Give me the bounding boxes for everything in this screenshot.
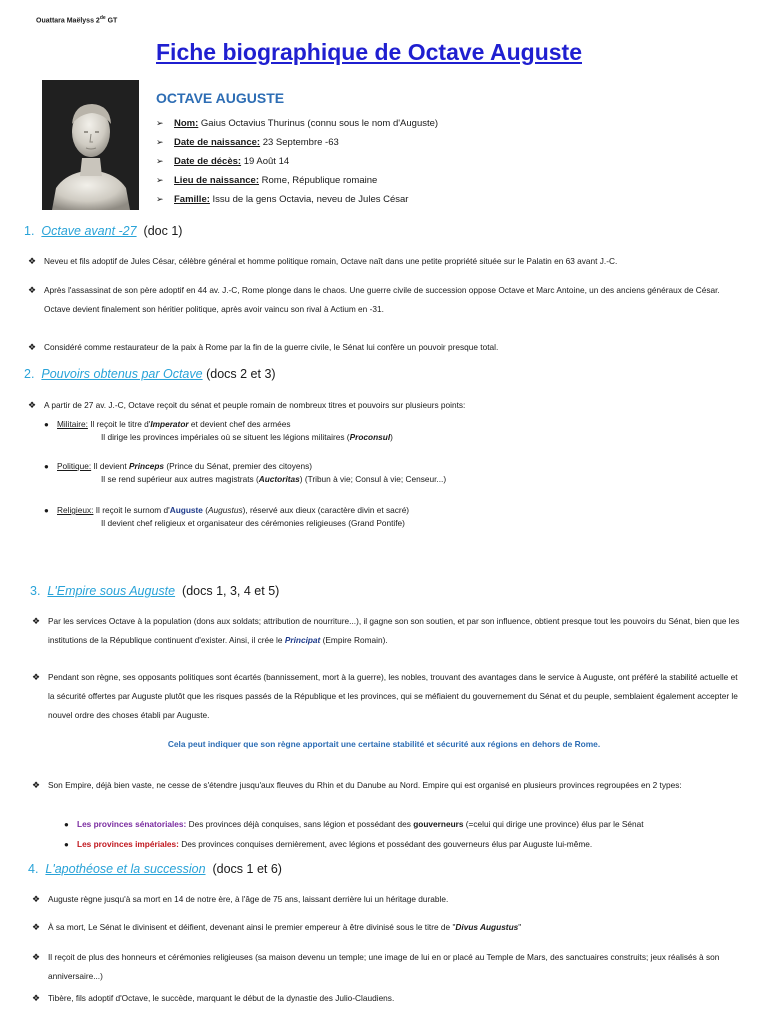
s4-paragraph-2: ❖ À sa mort, Le Sénat le divinisent et déifient, devenant ainsi le premier empereur à être divinisé sous le titre de "Divus Augustus"	[32, 922, 522, 932]
s3-senatorial-provinces: ● Les provinces sénatoriales: Des provinces déjà conquises, sans légion et possédant des gouverneurs (=celui qui dirige une province) élus par le Sénat	[64, 819, 644, 829]
s3-imperial-provinces: ● Les provinces impériales: Des provinces conquises dernièrement, avec légions et possédant des gouverneurs élus par Auguste lui-même.	[64, 839, 593, 849]
s1-paragraph-2: ❖ Après l'assassinat de son père adoptif en 44 av. J.-C, Rome plonge dans le chaos. Une guerre civile de succession oppose Octave et Marc Antoine, un des anciens généraux de César. Octave devient finalement son héritier politique, après avoir vaincu son rival à Actium en -31.	[28, 285, 720, 314]
s1-paragraph-3: ❖ Considéré comme restaurateur de la paix à Rome par la fin de la guerre civile, le Sénat lui confère un pouvoir presque total.	[28, 342, 499, 352]
s2-religious: ● Religieux: Il reçoit le surnom d'Auguste (Augustus), réservé aux dieux (caractère divin et sacré) Il devient chef religieux et organisateur des cérémonies religieuses (Grand Pontife)	[44, 505, 410, 528]
s1-paragraph-1: ❖ Neveu et fils adoptif de Jules César, célèbre général et homme politique romain, Octave naît dans une petite propriété située sur le Palatin en 63 avant J.-C.	[28, 256, 618, 266]
fact-birth-date: ➢ Date de naissance: 23 Septembre -63	[156, 137, 339, 148]
identity-facts	[156, 114, 438, 209]
s3-highlight-note: Cela peut indiquer que son règne apportait une certaine stabilité et sécurité aux régions en dehors de Rome.	[167, 739, 601, 749]
section-2-heading: 2. Pouvoirs obtenus par Octave (docs 2 et 3)	[24, 367, 276, 381]
section-1-heading: 1. Octave avant -27 (doc 1)	[24, 224, 183, 238]
s2-military: ● Militaire: Il reçoit le titre d'Imperator et devient chef des armées Il dirige les provinces impériales où se situent les légions militaires (Proconsul)	[44, 419, 393, 442]
identity-heading: OCTAVE AUGUSTE	[156, 90, 285, 106]
s3-paragraph-1: ❖ Par les services Octave à la population (dons aux soldats; attribution de nourriture...), il gagne son son soutien, et par son influence, obtient presque tout les pouvoirs du Sénat, bien que les institutions de la République continuent d'exister. Ainsi, il crée le Principat (Empire Romain).	[32, 616, 740, 645]
section-3-heading: 3. L'Empire sous Auguste (docs 1, 3, 4 et 5)	[30, 584, 280, 598]
fact-name: ➢ Nom: Gaius Octavius Thurinus (connu sous le nom d'Auguste)	[156, 118, 439, 129]
s4-paragraph-1: ❖ Auguste règne jusqu'à sa mort en 14 de notre ère, à l'âge de 75 ans, laissant derrière lui un héritage durable.	[32, 894, 449, 904]
augustus-bust-image	[42, 80, 139, 210]
fact-death-date: ➢ Date de décès: 19 Août 14	[156, 156, 290, 167]
fact-family: ➢ Famille: Issu de la gens Octavia, neveu de Jules César	[156, 194, 409, 205]
s2-intro: ❖ A partir de 27 av. J.-C, Octave reçoit du sénat et peuple romain de nombreux titres et pouvoirs sur plusieurs points:	[28, 400, 466, 410]
author-line: Ouattara Maëlyss 2de GT	[36, 15, 118, 25]
fact-birth-place: ➢ Lieu de naissance: Rome, République romaine	[156, 175, 378, 186]
s2-political: ● Politique: Il devient Princeps (Prince du Sénat, premier des citoyens) Il se rend supérieur aux autres magistrats (Auctoritas) (Tribun à vie; Consul à vie; Censeur...)	[44, 461, 447, 484]
s3-paragraph-3: ❖ Son Empire, déjà bien vaste, ne cesse de s'étendre jusqu'aux fleuves du Rhin et du Danube au Nord. Empire qui est organisé en plusieurs provinces regroupées en 2 types:	[32, 780, 682, 790]
section-4-heading: 4. L'apothéose et la succession (docs 1 et 6)	[28, 862, 282, 876]
s4-paragraph-4: ❖ Tibère, fils adoptif d'Octave, le succède, marquant le début de la dynastie des Julio-Claudiens.	[32, 993, 395, 1003]
page-title: Fiche biographique de Octave Auguste	[156, 39, 582, 65]
s4-paragraph-3: ❖ Il reçoit de plus des honneurs et cérémonies religieuses (sa maison devenu un temple; une image de lui en or placé au Temple de Mars, des sanctuaires construits; jeux réalisés à son anniversaire...)	[32, 952, 720, 981]
s3-paragraph-2: ❖ Pendant son règne, ses opposants politiques sont écartés (bannissement, mort à la guerre), les nobles, trouvant des avantages dans le service à Auguste, ont préféré la stabilité actuelle et la sécurité offertes par Auguste plutôt que les risques passés de la République et les provinces, qui se méfiaient du gouvernement du Sénat et du peuple, semblaient également accepter le nouvel ordre des choses établi par Auguste.	[32, 672, 738, 720]
